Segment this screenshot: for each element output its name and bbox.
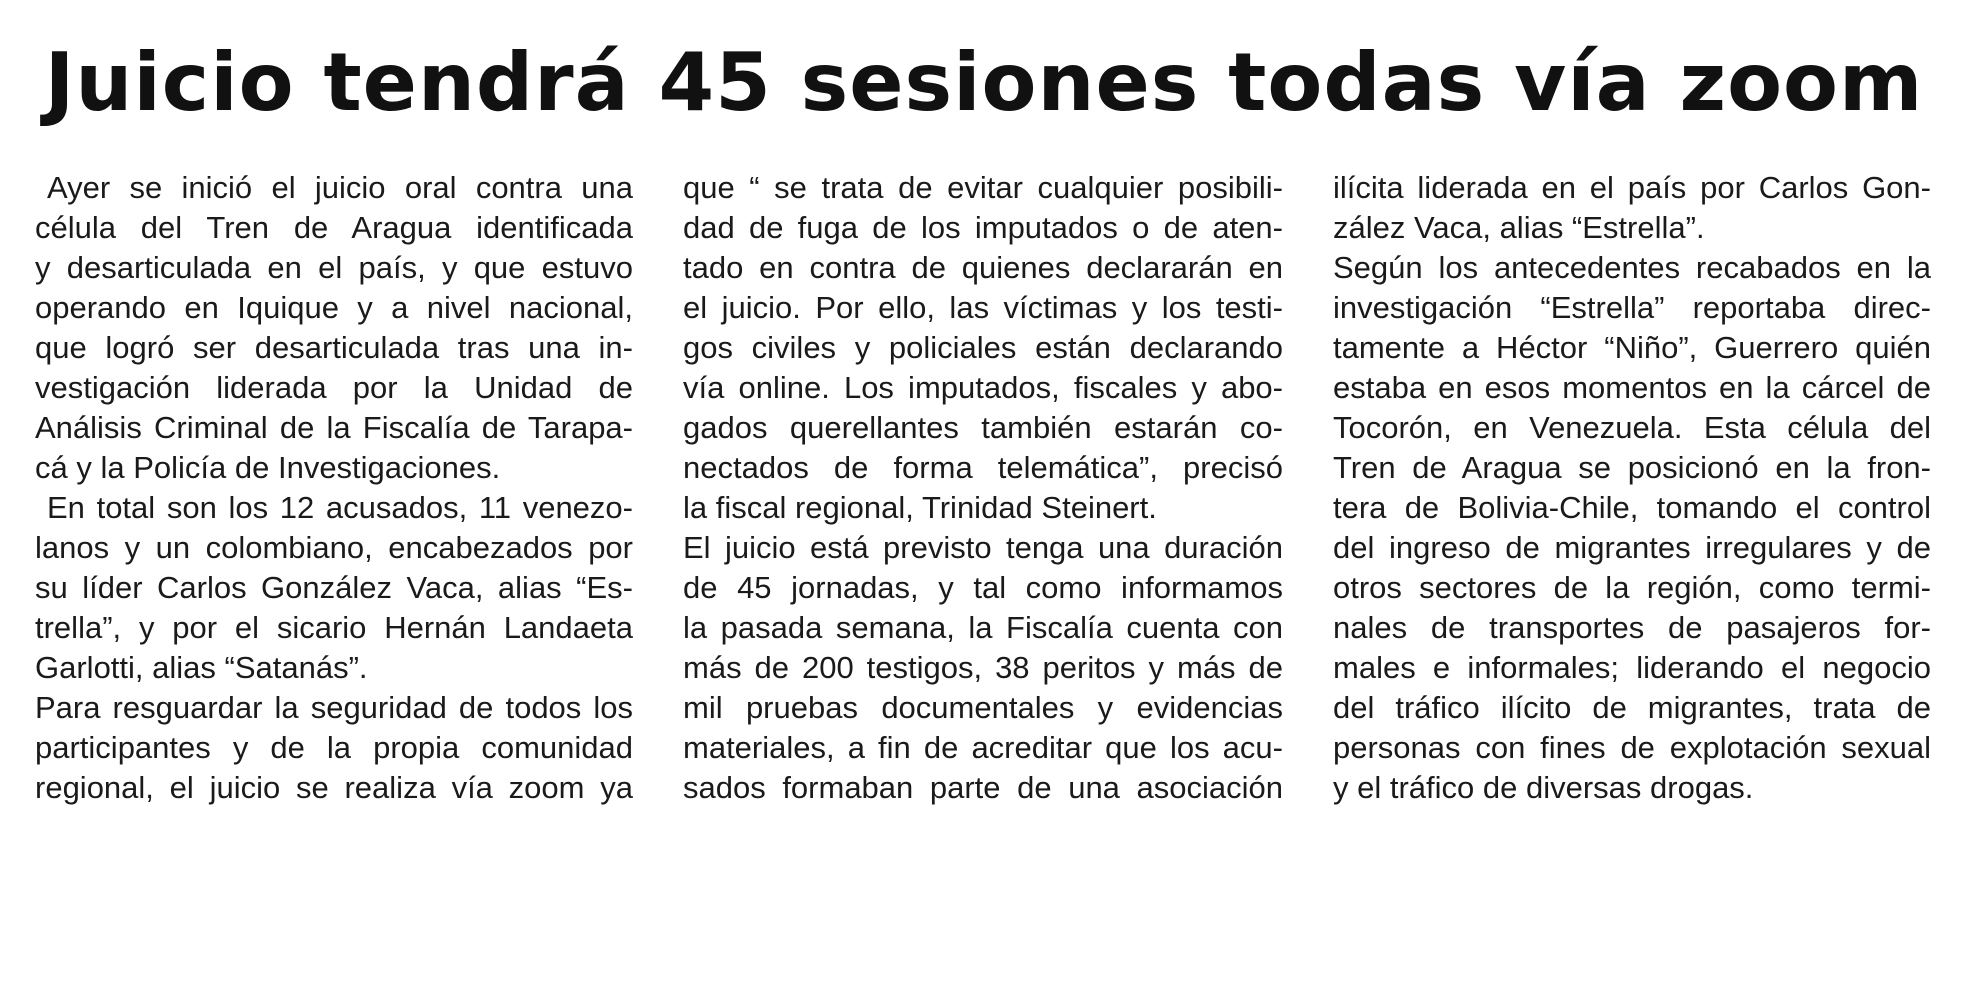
article-line: trella”, y por el sicario Hernán Landaeta xyxy=(35,610,633,645)
article-line: vía online. Los imputados, fiscales y abo- xyxy=(683,370,1283,405)
article-line: otros sectores de la región, como termi- xyxy=(1333,570,1931,605)
article-line: vestigación liderada por la Unidad de xyxy=(35,370,633,405)
article-line: su líder Carlos González Vaca, alias “Es- xyxy=(35,570,633,605)
article-line: la fiscal regional, Trinidad Steinert. xyxy=(683,490,1157,525)
article-line: que logró ser desarticulada tras una in- xyxy=(35,330,633,365)
article-line: gos civiles y policiales están declarando xyxy=(683,330,1283,365)
article-column-2 xyxy=(683,168,1283,808)
article-column-3 xyxy=(1333,168,1931,808)
article-line: tamente a Héctor “Niño”, Guerrero quién xyxy=(1333,330,1931,365)
article-line: y el tráfico de diversas drogas. xyxy=(1333,770,1754,805)
article-line: El juicio está previsto tenga una duración xyxy=(683,530,1283,565)
article-line: personas con fines de explotación sexual xyxy=(1333,730,1931,765)
article-line: mil pruebas documentales y evidencias xyxy=(683,690,1283,725)
article-line: ilícita liderada en el país por Carlos Gon- xyxy=(1333,170,1931,205)
article-line: lanos y un colombiano, encabezados por xyxy=(35,530,633,565)
article-line: de 45 jornadas, y tal como informamos xyxy=(683,570,1283,605)
article-line: tado en contra de quienes declararán en xyxy=(683,250,1283,285)
article-line: el juicio. Por ello, las víctimas y los testi- xyxy=(683,290,1283,325)
article-line: tera de Bolivia-Chile, tomando el control xyxy=(1333,490,1931,525)
article-line: más de 200 testigos, 38 peritos y más de xyxy=(683,650,1283,685)
article-line: zález Vaca, alias “Estrella”. xyxy=(1333,210,1705,245)
article-line: Análisis Criminal de la Fiscalía de Tarapa- xyxy=(35,410,633,445)
article-line: investigación “Estrella” reportaba direc- xyxy=(1333,290,1931,325)
article-line: dad de fuga de los imputados o de aten- xyxy=(683,210,1283,245)
article-line: operando en Iquique y a nivel nacional, xyxy=(35,290,633,325)
article-line: y desarticulada en el país, y que estuvo xyxy=(35,250,633,285)
article-line: célula del Tren de Aragua identificada xyxy=(35,210,633,245)
article-line: materiales, a fin de acreditar que los acu- xyxy=(683,730,1283,765)
article-column-1 xyxy=(35,168,633,808)
article-line: regional, el juicio se realiza vía zoom ya xyxy=(35,770,633,805)
article-line: males e informales; liderando el negocio xyxy=(1333,650,1931,685)
article-line: estaba en esos momentos en la cárcel de xyxy=(1333,370,1931,405)
article-line: sados formaban parte de una asociación xyxy=(683,770,1283,805)
article-line: En total son los 12 acusados, 11 venezo- xyxy=(47,490,633,525)
article-line: la pasada semana, la Fiscalía cuenta con xyxy=(683,610,1283,645)
article-line: Tren de Aragua se posicionó en la fron- xyxy=(1333,450,1931,485)
article-line: Ayer se inició el juicio oral contra una xyxy=(47,170,633,205)
article-line: Garlotti, alias “Satanás”. xyxy=(35,650,368,685)
article-line: cá y la Policía de Investigaciones. xyxy=(35,450,501,485)
article-line: gados querellantes también estarán co- xyxy=(683,410,1283,445)
article-line: Para resguardar la seguridad de todos los xyxy=(35,690,633,725)
article-line: Tocorón, en Venezuela. Esta célula del xyxy=(1333,410,1931,445)
article-line: nectados de forma telemática”, precisó xyxy=(683,450,1283,485)
article-line: que “ se trata de evitar cualquier posibili- xyxy=(683,170,1283,205)
article-line: participantes y de la propia comunidad xyxy=(35,730,633,765)
article-line: del tráfico ilícito de migrantes, trata de xyxy=(1333,690,1931,725)
article-line: del ingreso de migrantes irregulares y de xyxy=(1333,530,1931,565)
article-line: Según los antecedentes recabados en la xyxy=(1333,250,1931,285)
article-line: nales de transportes de pasajeros for- xyxy=(1333,610,1931,645)
article-headline: Juicio tendrá 45 sesiones todas vía zoom xyxy=(44,36,1924,129)
